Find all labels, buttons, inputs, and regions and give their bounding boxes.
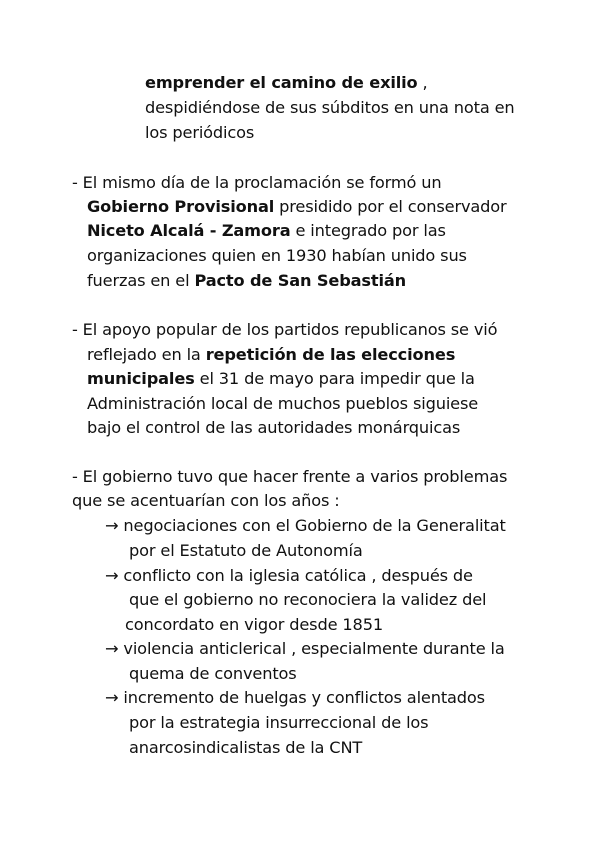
niceto-term: Niceto Alcalá - Zamora	[87, 221, 291, 240]
problem-item-4-line-3: anarcosindicalistas de la CNT	[129, 738, 363, 757]
p1-line-3	[87, 221, 446, 241]
p2-line-5: bajo el control de las autoridades monárquicas	[87, 418, 461, 437]
problem-item-4-line-2: por la estrategia insurreccional de los	[129, 713, 429, 732]
problem-item-2-line-3: concordato en vigor desde 1851	[125, 615, 383, 634]
p1-line-2	[87, 197, 507, 217]
pacto-term: Pacto de San Sebastián	[194, 271, 407, 290]
problem-item-3-line-1: → violencia anticlerical , especialmente durante la	[105, 639, 505, 658]
p1-line-2-rest: presidido por el conservador	[274, 197, 507, 216]
intro-line-1-rest: ,	[417, 73, 428, 92]
problem-item-4-line-1: → incremento de huelgas y conflictos alentados	[105, 688, 485, 707]
p1-line-1: - El mismo día de la proclamación se formó un	[72, 173, 442, 192]
intro-line-1	[145, 73, 428, 93]
provisional-government-term: Gobierno Provisional	[87, 197, 275, 216]
p3-line-2: que se acentuarían con los años :	[72, 491, 340, 510]
problem-item-1-line-2: por el Estatuto de Autonomía	[129, 541, 363, 560]
p1-line-4: organizaciones quien en 1930 habían unido sus	[87, 246, 467, 265]
p2-line-3-rest: el 31 de mayo para impedir que la	[194, 369, 475, 388]
p2-line-2-start: reflejado en la	[87, 345, 206, 364]
elections-term: repetición de las elecciones	[205, 345, 456, 364]
exile-phrase: emprender el camino de exilio	[145, 73, 418, 92]
problem-item-1-line-1: → negociaciones con el Gobierno de la Generalitat	[105, 516, 506, 535]
p1-line-5-start: fuerzas en el	[87, 271, 195, 290]
intro-line-2: despidiéndose de sus súbditos en una nota en	[145, 98, 515, 117]
p2-line-4: Administración local de muchos pueblos siguiese	[87, 394, 479, 413]
p1-line-5	[87, 271, 406, 291]
p2-line-3	[87, 369, 475, 389]
problem-item-3-line-2: quema de conventos	[129, 664, 297, 683]
p2-line-2	[87, 345, 455, 365]
p1-line-3-rest: e integrado por las	[290, 221, 446, 240]
municipales-term: municipales	[87, 369, 195, 388]
p2-line-1: - El apoyo popular de los partidos republicanos se vió	[72, 320, 498, 339]
problem-item-2-line-1: → conflicto con la iglesia católica , después de	[105, 566, 473, 585]
p3-line-1: - El gobierno tuvo que hacer frente a varios problemas	[72, 467, 508, 486]
intro-line-3: los periódicos	[145, 123, 255, 142]
problem-item-2-line-2: que el gobierno no reconociera la validez del	[129, 590, 487, 609]
